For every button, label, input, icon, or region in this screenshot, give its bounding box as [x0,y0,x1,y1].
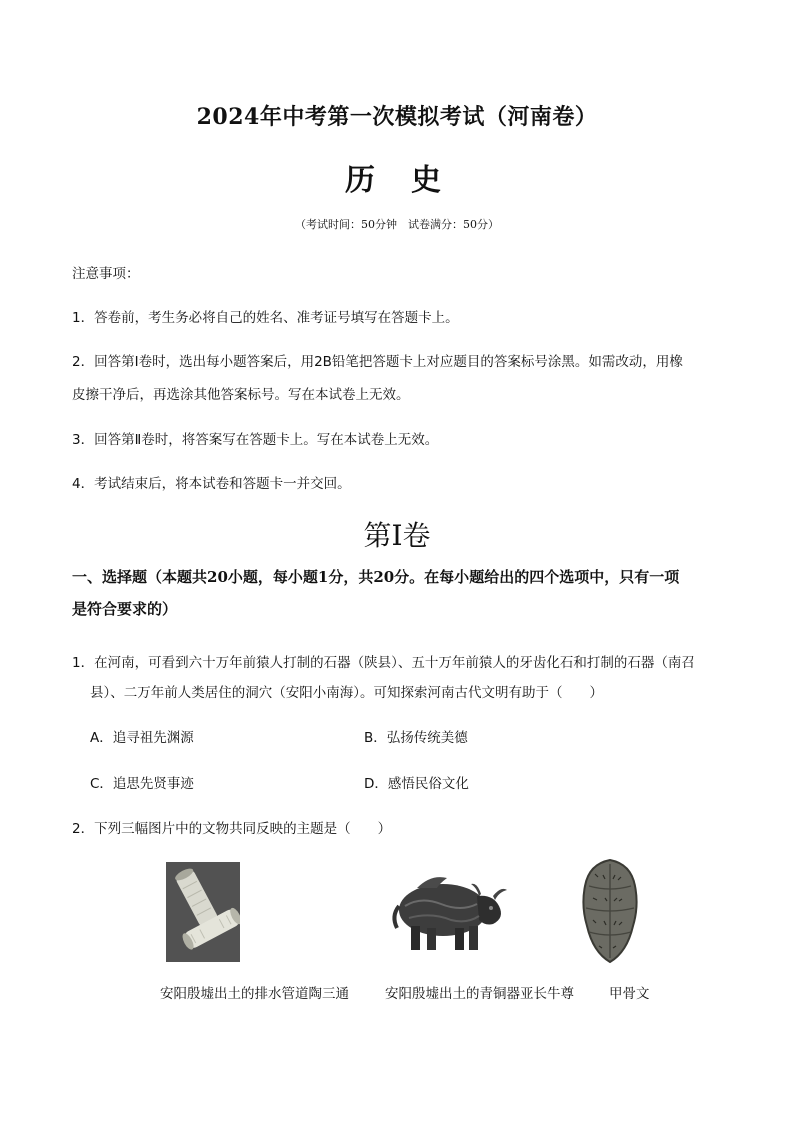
subject-char-1: 历 [345,163,383,198]
notice-item-1: 1．答卷前，考生务必将自己的姓名、准考证号填写在答题卡上。 [72,310,459,326]
notice-item-4: 4．考试结束后，将本试卷和答题卡一并交回。 [72,476,351,492]
question-1-stem-line-1: 1．在河南，可看到六十万年前猿人打制的石器（陕县）、五十万年前猿人的牙齿化石和打制的石器（南召 [72,655,695,671]
subject-char-2: 史 [411,163,449,198]
bronze-ox-zun-image [381,866,511,956]
question-1-option-a: A．追寻祖先渊源 [90,730,194,746]
exam-title: 2024年中考第一次模拟考试（河南卷） [196,104,598,130]
question-1-option-b: B．弘扬传统美德 [364,730,468,746]
section-heading-line-2: 是符合要求的） [72,600,178,618]
oracle-bone-image [577,856,643,966]
figure-caption-drainage-pipe: 安阳殷墟出土的排水管道陶三通 [160,986,349,1002]
notice-item-2-line-2: 皮擦干净后，再选涂其他答案标号。写在本试卷上无效。 [72,387,410,403]
notice-item-2-line-1: 2．回答第Ⅰ卷时，选出每小题答案后，用2B铅笔把答题卡上对应题目的答案标号涂黑。如需改动，用橡 [72,354,683,370]
exam-info: （考试时间：50分钟 试卷满分：50分） [295,218,499,231]
question-1-option-d: D．感悟民俗文化 [364,776,469,792]
subject-title [0,155,794,199]
question-1-stem-line-2: 县）、二万年前人类居住的洞穴（安阳小南海）。可知探索河南古代文明有助于（ ） [90,685,603,701]
figure-caption-oracle-bone: 甲骨文 [609,986,650,1002]
volume-title: 第Ⅰ卷 [363,519,431,552]
drainage-pipe-image [166,862,240,962]
question-2-stem: 2．下列三幅图片中的文物共同反映的主题是（ ） [72,821,392,837]
notice-heading: 注意事项： [72,266,140,282]
question-1-option-c: C．追思先贤事迹 [90,776,194,792]
figure-caption-bronze-ox-zun: 安阳殷墟出土的青铜器亚长牛尊 [385,986,574,1002]
section-heading-line-1: 一、选择题（本题共20小题，每小题1分，共20分。在每小题给出的四个选项中，只有一项 [72,568,680,586]
notice-item-3: 3．回答第Ⅱ卷时，将答案写在答题卡上。写在本试卷上无效。 [72,432,439,448]
